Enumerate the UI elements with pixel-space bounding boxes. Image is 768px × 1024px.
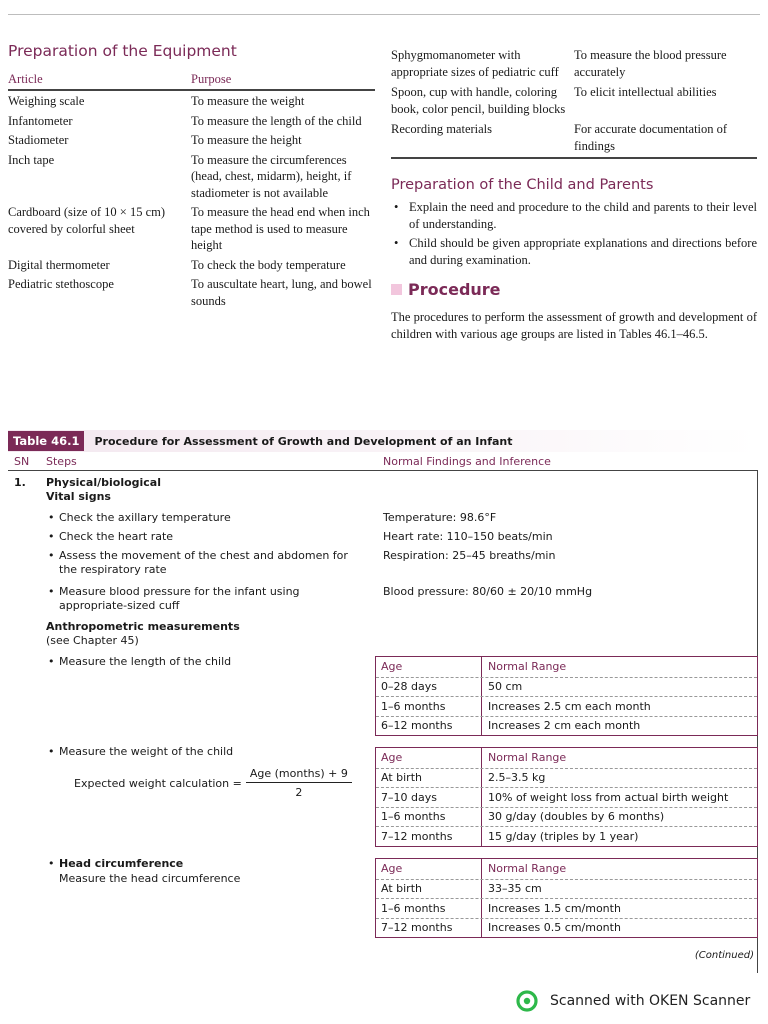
col-findings-header: Normal Findings and Inference [383, 455, 551, 468]
purpose-cell: For accurate documentation of findings [574, 122, 728, 153]
purpose-header: Purpose [191, 72, 232, 86]
table-row [376, 696, 757, 716]
table-row [376, 807, 757, 827]
purpose-cell: To measure the weight [191, 94, 305, 108]
weight-formula [74, 767, 352, 799]
table-row [376, 898, 757, 918]
finding-text: Heart rate: 110–150 beats/min [383, 530, 553, 543]
article-cell: Spoon, cup with handle, coloring book, color pencil, building blocks [391, 85, 566, 116]
purpose-cell: To check the body temperature [191, 257, 346, 272]
continued-label: (Continued) [694, 950, 754, 961]
bullet-icon: • [48, 745, 55, 758]
table-tag: Table 46.1 [8, 431, 84, 451]
range-header: Normal Range [488, 862, 567, 876]
age-cell: 7–12 months [376, 919, 482, 938]
step-text: Measure the head circumference [59, 872, 241, 885]
range-cell: Increases 2.5 cm each month [488, 699, 651, 713]
table-row [376, 716, 757, 736]
age-cell: At birth [376, 769, 482, 788]
table-row [376, 826, 757, 846]
age-cell: 6–12 months [376, 717, 482, 736]
step-text: Measure the weight of the child [59, 745, 234, 758]
table-row [376, 677, 757, 697]
article-cell: Inch tape [8, 152, 55, 167]
formula-fraction [246, 767, 352, 799]
age-cell: At birth [376, 880, 482, 899]
table-row [376, 879, 757, 899]
age-cell: 1–6 months [376, 899, 482, 918]
range-cell: 10% of weight loss from actual birth weight [488, 790, 729, 804]
article-cell: Sphygmomanometer with appropriate sizes of pediatric cuff [391, 48, 559, 79]
range-header: Normal Range [488, 751, 567, 765]
row-sn: 1. [14, 476, 26, 489]
step-text: Assess the movement of the chest and abdomen for the respiratory rate [59, 549, 348, 576]
article-cell: Digital thermometer [8, 257, 110, 272]
range-cell: 50 cm [488, 680, 523, 694]
col-steps-header: Steps [46, 455, 77, 468]
purpose-cell: To elicit intellectual abilities [574, 85, 717, 99]
weight-range-table [375, 747, 758, 847]
formula-numerator: Age (months) + 9 [246, 767, 352, 783]
child-prep-title: Preparation of the Child and Parents [391, 177, 654, 193]
table-row [376, 657, 757, 677]
formula-denominator: 2 [295, 786, 303, 799]
range-cell: 2.5–3.5 kg [488, 771, 546, 785]
bullet-icon: • [48, 511, 55, 524]
age-header: Age [376, 859, 482, 879]
purpose-cell: To auscultate heart, lung, and bowel sounds [191, 277, 372, 308]
step-text: Measure blood pressure for the infant using appropriate-sized cuff [59, 585, 300, 612]
step-text: Check the axillary temperature [59, 511, 231, 524]
bullet-icon: • [48, 530, 55, 543]
article-cell: Weighing scale [8, 94, 85, 108]
range-cell: Increases 0.5 cm/month [488, 921, 621, 935]
purpose-cell: To measure the circumferences (head, chest, midarm), height, if stadiometer is not available [191, 152, 352, 200]
list-item: • Explain the need and procedure to the child and parents to their level of understanding. [391, 199, 757, 232]
range-cell: Increases 2 cm each month [488, 719, 641, 733]
age-header: Age [376, 657, 482, 677]
procedure-text: The procedures to perform the assessment of growth and development of children with various age groups are listed in Tables 46.1–46.5. [391, 310, 757, 341]
article-cell: Cardboard (size of 10 × 15 cm) covered by colorful sheet [8, 205, 166, 236]
step-text: Check the heart rate [59, 530, 174, 543]
table-row [376, 768, 757, 788]
age-cell: 7–10 days [376, 788, 482, 807]
age-cell: 1–6 months [376, 808, 482, 827]
age-header: Age [376, 748, 482, 768]
equipment-title: Preparation of the Equipment [8, 42, 237, 60]
range-header: Normal Range [488, 660, 567, 674]
age-cell: 0–28 days [376, 678, 482, 697]
scanner-logo-icon [516, 990, 538, 1012]
article-header: Article [8, 72, 43, 86]
group-title: Physical/biological [46, 476, 162, 489]
article-cell: Infantometer [8, 113, 73, 128]
vital-signs-title: Vital signs [46, 490, 111, 503]
anthro-title: Anthropometric measurements [46, 620, 240, 633]
article-cell: Stadiometer [8, 133, 69, 147]
bullet-icon: • [48, 585, 55, 598]
age-cell: 7–12 months [376, 827, 482, 846]
age-cell: 1–6 months [376, 697, 482, 716]
range-cell: 33–35 cm [488, 882, 542, 896]
finding-text: Blood pressure: 80/60 ± 20/10 mmHg [383, 585, 593, 598]
purpose-cell: To measure the height [191, 133, 302, 147]
purpose-cell: To measure the head end when inch tape method is used to measure height [191, 205, 370, 252]
article-cell: Recording materials [391, 122, 493, 136]
anthro-subtitle: (see Chapter 45) [46, 634, 139, 647]
article-cell: Pediatric stethoscope [8, 277, 114, 291]
range-cell: 15 g/day (triples by 1 year) [488, 829, 639, 843]
procedure-title: Procedure [408, 280, 501, 299]
col-sn-header: SN [14, 455, 30, 468]
bullet-icon: • [48, 549, 55, 562]
scanner-text: Scanned with OKEN Scanner [550, 993, 751, 1009]
list-item: • Child should be given appropriate explanations and directions before and during examination. [391, 235, 757, 268]
range-cell: Increases 1.5 cm/month [488, 901, 621, 915]
table-row [376, 859, 757, 879]
table-row [376, 748, 757, 768]
head-title: Head circumference [59, 857, 184, 870]
head-range-table [375, 858, 758, 938]
table-row [376, 787, 757, 807]
table-caption-text: Procedure for Assessment of Growth and Development of an Infant [94, 434, 513, 448]
step-text: Measure the length of the child [59, 655, 232, 668]
purpose-cell: To measure the length of the child [191, 113, 362, 128]
range-cell: 30 g/day (doubles by 6 months) [488, 810, 665, 824]
bullet-icon: • [48, 857, 55, 870]
scanner-watermark [516, 990, 750, 1012]
bullet-icon: • [48, 655, 55, 668]
table-row [376, 918, 757, 938]
finding-text: Respiration: 25–45 breaths/min [383, 549, 556, 562]
formula-label: Expected weight calculation = [74, 776, 242, 790]
purpose-cell: To measure the blood pressure accurately [574, 48, 727, 79]
finding-text: Temperature: 98.6°F [383, 511, 497, 524]
length-range-table [375, 656, 758, 736]
